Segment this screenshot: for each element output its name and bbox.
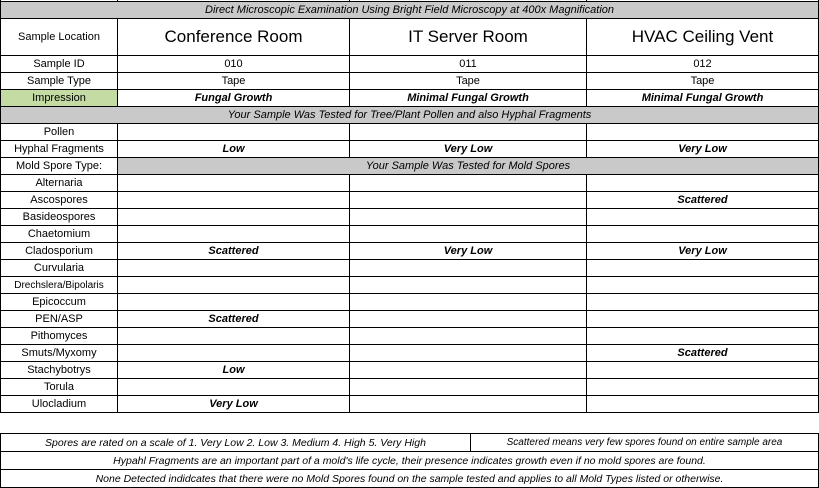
hyphal-value-2: Very Low — [350, 141, 587, 158]
pollen-label: Pollen — [1, 124, 118, 141]
spore-value: Scattered — [118, 311, 350, 328]
spore-value: Scattered — [118, 243, 350, 260]
spore-value — [350, 277, 587, 294]
spore-name: Smuts/Myxomy — [1, 345, 118, 362]
pollen-banner: Your Sample Was Tested for Tree/Plant Pollen and also Hyphal Fragments — [1, 107, 819, 124]
spore-value: Very Low — [587, 243, 819, 260]
spore-name: Drechslera/Bipolaris — [1, 277, 118, 294]
scale-note: Spores are rated on a scale of 1. Very Low 2. Low 3. Medium 4. High 5. Very High — [1, 434, 471, 452]
sample-type-row — [1, 73, 819, 90]
spore-value: Very Low — [350, 243, 587, 260]
spore-name: Epicoccum — [1, 294, 118, 311]
spore-value — [587, 260, 819, 277]
sample-id-label: Sample ID — [1, 56, 118, 73]
spore-value — [587, 396, 819, 413]
pollen-value-2 — [350, 124, 587, 141]
spore-row — [1, 277, 819, 294]
spore-value — [587, 209, 819, 226]
spore-name: Basideospores — [1, 209, 118, 226]
spore-value — [350, 175, 587, 192]
pollen-value-3 — [587, 124, 819, 141]
hyphal-label: Hyphal Fragments — [1, 141, 118, 158]
spore-value — [350, 226, 587, 243]
spore-value: Scattered — [587, 192, 819, 209]
spore-name: Stachybotrys — [1, 362, 118, 379]
spore-name: Cladosporium — [1, 243, 118, 260]
spore-row — [1, 362, 819, 379]
spore-row — [1, 175, 819, 192]
spore-row — [1, 311, 819, 328]
spore-value — [350, 396, 587, 413]
location-label: Sample Location — [1, 19, 118, 56]
pollen-value-1 — [118, 124, 350, 141]
spore-value — [118, 175, 350, 192]
location-row — [1, 19, 819, 56]
sample-id-2: 011 — [350, 56, 587, 73]
spore-name: Ulocladium — [1, 396, 118, 413]
impression-row — [1, 90, 819, 107]
spore-value — [350, 294, 587, 311]
spore-value — [587, 226, 819, 243]
spore-value — [118, 379, 350, 396]
sample-type-1: Tape — [118, 73, 350, 90]
hyphal-row — [1, 141, 819, 158]
spore-name: PEN/ASP — [1, 311, 118, 328]
spore-name: Ascospores — [1, 192, 118, 209]
scattered-note: Scattered means very few spores found on entire sample area — [471, 434, 819, 452]
notes-table — [0, 433, 819, 488]
hyphal-value-3: Very Low — [587, 141, 819, 158]
pollen-row — [1, 124, 819, 141]
spore-row — [1, 209, 819, 226]
location-2: IT Server Room — [350, 19, 587, 56]
spore-value — [118, 260, 350, 277]
spore-value — [587, 277, 819, 294]
spore-value — [587, 311, 819, 328]
spore-value — [350, 192, 587, 209]
location-3: HVAC Ceiling Vent — [587, 19, 819, 56]
spore-name: Pithomyces — [1, 328, 118, 345]
spore-row — [1, 260, 819, 277]
impression-1: Fungal Growth — [118, 90, 350, 107]
spore-row — [1, 396, 819, 413]
spore-value — [350, 328, 587, 345]
spore-value — [587, 328, 819, 345]
report-title: Direct Microscopic Examination Using Bright Field Microscopy at 400x Magnification — [1, 2, 819, 19]
spore-value — [350, 345, 587, 362]
sample-id-row — [1, 56, 819, 73]
mold-banner-row — [1, 158, 819, 175]
location-1: Conference Room — [118, 19, 350, 56]
impression-label: Impression — [1, 90, 118, 107]
hyphal-value-1: Low — [118, 141, 350, 158]
spore-value: Very Low — [118, 396, 350, 413]
spore-value — [350, 260, 587, 277]
spore-value — [350, 209, 587, 226]
sample-type-2: Tape — [350, 73, 587, 90]
spore-value — [587, 379, 819, 396]
spore-row — [1, 379, 819, 396]
spore-row — [1, 294, 819, 311]
spore-value — [118, 192, 350, 209]
mold-banner: Your Sample Was Tested for Mold Spores — [118, 158, 819, 175]
mold-spore-type-label: Mold Spore Type: — [1, 158, 118, 175]
impression-2: Minimal Fungal Growth — [350, 90, 587, 107]
spore-name: Torula — [1, 379, 118, 396]
spore-value — [587, 362, 819, 379]
spore-row — [1, 345, 819, 362]
hyphal-note: Hypahl Fragments are an important part of a mold's life cycle, their presence indicates growth even if no mold spores are found. — [1, 452, 819, 470]
spore-value: Scattered — [587, 345, 819, 362]
spore-row — [1, 192, 819, 209]
spore-value — [587, 175, 819, 192]
spore-value — [118, 277, 350, 294]
spore-row — [1, 328, 819, 345]
spore-value — [118, 226, 350, 243]
spore-value — [118, 345, 350, 362]
sample-type-label: Sample Type — [1, 73, 118, 90]
spore-name: Curvularia — [1, 260, 118, 277]
spore-value — [587, 294, 819, 311]
spore-value — [350, 379, 587, 396]
spore-name: Alternaria — [1, 175, 118, 192]
spore-value — [118, 328, 350, 345]
spore-row — [1, 226, 819, 243]
spore-name: Chaetomium — [1, 226, 118, 243]
spore-value — [350, 311, 587, 328]
sample-type-3: Tape — [587, 73, 819, 90]
none-detected-note: None Detected indidcates that there were no Mold Spores found on the sample tested and applies to all Mold Types listed or otherwise. — [1, 470, 819, 488]
sample-id-1: 010 — [118, 56, 350, 73]
spore-value: Low — [118, 362, 350, 379]
sample-id-3: 012 — [587, 56, 819, 73]
spore-value — [118, 209, 350, 226]
spore-value — [118, 294, 350, 311]
spore-value — [350, 362, 587, 379]
impression-3: Minimal Fungal Growth — [587, 90, 819, 107]
spore-row — [1, 243, 819, 260]
